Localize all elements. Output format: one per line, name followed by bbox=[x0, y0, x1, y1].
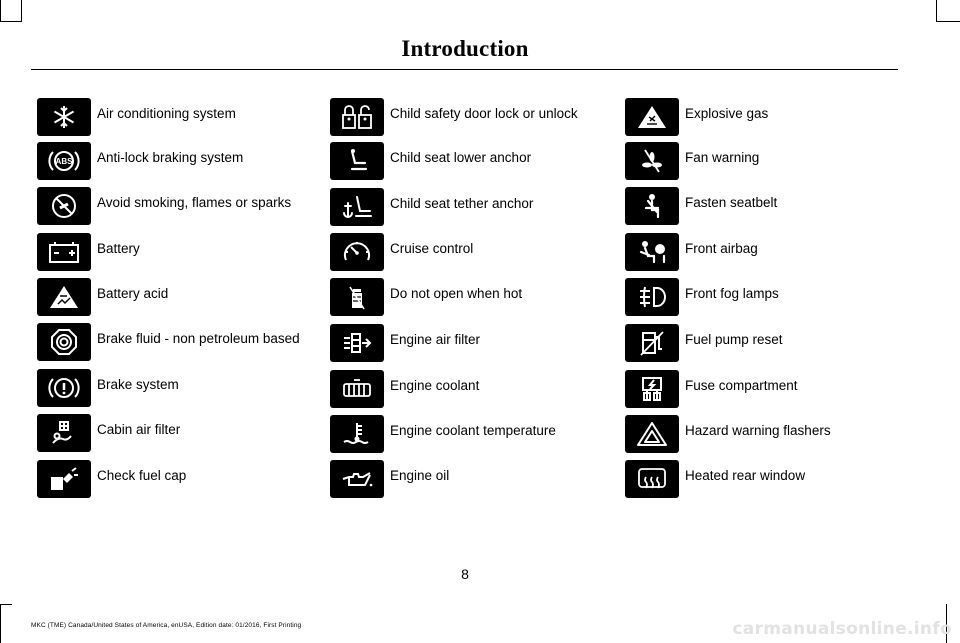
watermark: carmanualsonline.info bbox=[732, 619, 952, 639]
symbol-label: Anti-lock braking system bbox=[97, 150, 244, 165]
symbol-label: Brake fluid - non petroleum based bbox=[97, 331, 300, 346]
oil-can-icon bbox=[330, 460, 384, 498]
rear-defrost-icon bbox=[625, 460, 679, 498]
symbol-label: Fuse compartment bbox=[685, 378, 798, 393]
child-lock-icon bbox=[330, 98, 384, 136]
symbol-item bbox=[37, 323, 327, 363]
symbol-label: Check fuel cap bbox=[97, 468, 187, 483]
battery-acid-icon bbox=[37, 278, 91, 316]
symbol-label: Heated rear window bbox=[685, 468, 806, 483]
crop-mark bbox=[936, 0, 937, 22]
symbol-label: Child seat tether anchor bbox=[390, 196, 534, 211]
svg-text:ABS: ABS bbox=[55, 157, 73, 166]
child-seat-tether-icon bbox=[330, 188, 384, 226]
coolant-temperature-icon bbox=[330, 415, 384, 453]
brake-system-icon bbox=[37, 369, 91, 407]
symbol-label: Explosive gas bbox=[685, 106, 769, 121]
hazard-icon bbox=[625, 415, 679, 453]
symbol-item bbox=[37, 460, 327, 500]
symbol-item bbox=[625, 370, 915, 410]
symbol-item bbox=[37, 98, 327, 138]
symbol-item bbox=[330, 142, 620, 182]
symbol-item bbox=[625, 98, 915, 138]
symbol-label: Front fog lamps bbox=[685, 286, 779, 301]
do-not-open-hot-icon bbox=[330, 278, 384, 316]
symbol-label: Front airbag bbox=[685, 241, 758, 256]
symbol-item bbox=[37, 187, 327, 227]
symbol-item bbox=[625, 142, 915, 182]
airbag-icon bbox=[625, 233, 679, 271]
brake-fluid-icon bbox=[37, 323, 91, 361]
crop-mark bbox=[0, 0, 1, 22]
symbol-item bbox=[330, 278, 620, 318]
symbol-label: Avoid smoking, flames or sparks bbox=[97, 195, 292, 210]
crop-mark bbox=[21, 0, 22, 22]
symbol-item bbox=[625, 187, 915, 227]
symbol-label: Hazard warning flashers bbox=[685, 423, 831, 438]
symbol-item bbox=[625, 415, 915, 455]
symbol-label: Engine air filter bbox=[390, 332, 481, 347]
symbol-item bbox=[37, 278, 327, 318]
symbol-item bbox=[330, 324, 620, 364]
engine-coolant-icon bbox=[330, 370, 384, 408]
seatbelt-icon bbox=[625, 187, 679, 225]
fan-warning-icon bbox=[625, 142, 679, 180]
symbol-item bbox=[37, 233, 327, 273]
symbol-label: Engine oil bbox=[390, 468, 450, 483]
no-smoking-icon bbox=[37, 187, 91, 225]
symbol-item bbox=[625, 278, 915, 318]
footer-edition-text: MKC (TME) Canada/United States of America, enUSA, Edition date: 01/2016, First Printing bbox=[31, 622, 302, 629]
page-number: 8 bbox=[461, 566, 469, 582]
symbol-item bbox=[625, 324, 915, 364]
symbol-label: Fasten seatbelt bbox=[685, 195, 778, 210]
symbol-item bbox=[330, 188, 620, 228]
header-rule bbox=[31, 69, 898, 70]
symbol-item bbox=[330, 370, 620, 410]
battery-icon bbox=[37, 233, 91, 271]
symbol-label: Fuel pump reset bbox=[685, 332, 783, 347]
symbol-label: Battery acid bbox=[97, 286, 169, 301]
cabin-air-filter-icon bbox=[37, 414, 91, 452]
symbol-label: Cabin air filter bbox=[97, 422, 181, 437]
symbol-item bbox=[625, 233, 915, 273]
symbol-item bbox=[330, 415, 620, 455]
explosive-gas-icon bbox=[625, 98, 679, 136]
page-title: Introduction bbox=[401, 36, 529, 61]
symbol-label: Child seat lower anchor bbox=[390, 150, 532, 165]
fuel-cap-icon bbox=[37, 460, 91, 498]
symbol-label: Air conditioning system bbox=[97, 106, 236, 121]
fog-lamp-icon bbox=[625, 278, 679, 316]
symbol-label: Cruise control bbox=[390, 241, 474, 256]
crop-mark bbox=[0, 21, 22, 22]
crop-mark bbox=[0, 604, 12, 605]
fuse-icon bbox=[625, 370, 679, 408]
cruise-control-icon bbox=[330, 233, 384, 271]
symbol-label: Child safety door lock or unlock bbox=[390, 106, 578, 121]
snowflake-icon bbox=[37, 98, 91, 136]
crop-mark bbox=[936, 21, 960, 22]
fuel-pump-reset-icon bbox=[625, 324, 679, 362]
crop-mark bbox=[0, 604, 1, 643]
symbol-label: Fan warning bbox=[685, 150, 760, 165]
symbol-label: Engine coolant temperature bbox=[390, 423, 556, 438]
symbol-item bbox=[625, 460, 915, 500]
symbol-item bbox=[330, 98, 620, 138]
abs-icon bbox=[37, 142, 91, 180]
symbol-label: Engine coolant bbox=[390, 378, 480, 393]
symbol-label: Brake system bbox=[97, 377, 179, 392]
symbol-label: Battery bbox=[97, 241, 140, 256]
symbol-label: Do not open when hot bbox=[390, 286, 523, 301]
engine-air-filter-icon bbox=[330, 324, 384, 362]
child-seat-anchor-icon bbox=[330, 142, 384, 180]
symbol-item bbox=[37, 369, 327, 409]
symbol-item bbox=[330, 233, 620, 273]
symbol-item bbox=[330, 460, 620, 500]
symbol-item bbox=[37, 142, 327, 182]
symbol-item bbox=[37, 414, 327, 454]
